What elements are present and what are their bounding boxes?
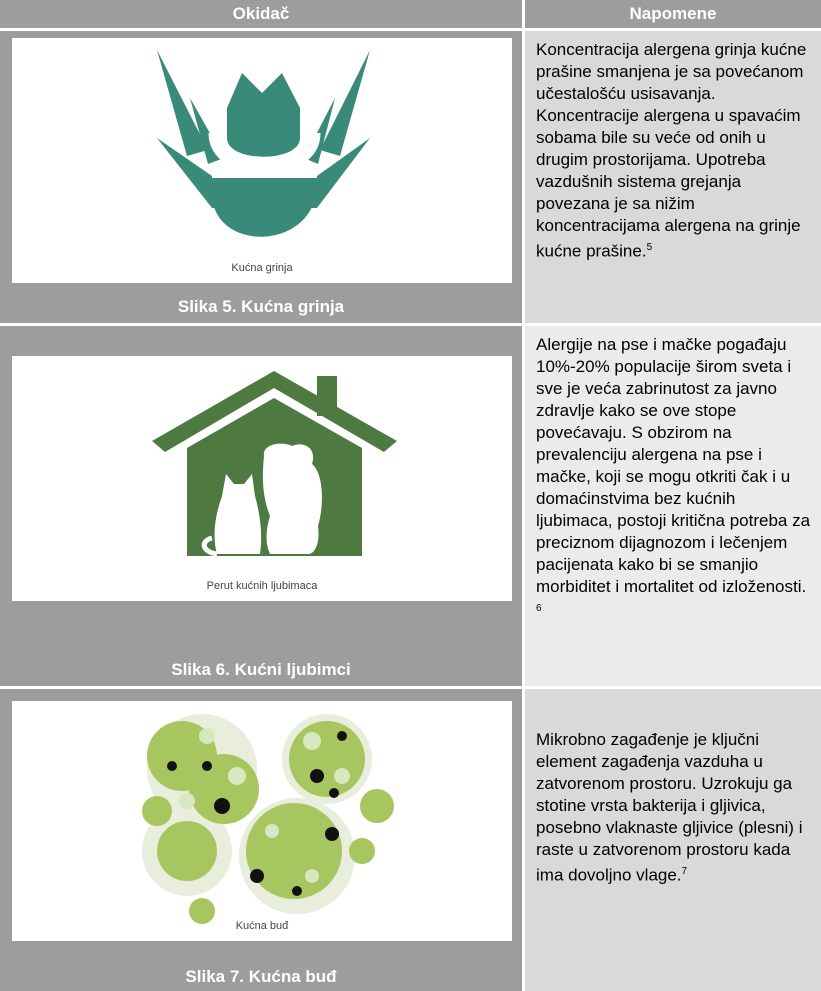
note-cell-pets — [525, 326, 821, 689]
figure-caption-5: Slika 5. Kućna grinja — [177, 297, 345, 316]
ref-7: 7 — [681, 866, 688, 877]
mold-label: Kućna buđ — [235, 920, 289, 932]
note-cell-mold — [525, 689, 821, 991]
header-trigger: Okidač — [0, 0, 525, 31]
mold-image — [12, 701, 512, 941]
figure-caption-6: Slika 6. Kućni ljubimci — [171, 660, 351, 679]
dust-mite-image — [12, 38, 512, 283]
ref-6: 6 — [536, 603, 542, 614]
note-cell-dust-mite — [525, 31, 821, 326]
pet-house-icon — [12, 356, 515, 601]
trigger-cell-dust-mite — [0, 31, 525, 326]
note-text-pets: Alergije na pse i mačke pogađaju 10%-20% populacije širom sveta i sve je veća zabrinutost za javno zdravlje kako se ove stope povećavaju. S obzirom na prevalenciju alergena na pse i mačke, koji se mogu otkriti čak i u domaćinstvima bez kućnih ljubimaca, postoji kritična potreba za preciznom dijagnozom i lečenjem pacijenata kako bi se smanjio morbiditet i mortalitet od izloženosti. — [536, 335, 811, 596]
figure-caption-7: Slika 7. Kućna buđ — [185, 967, 337, 986]
mold-icon — [12, 701, 515, 941]
dust-mite-icon — [12, 38, 515, 283]
note-text-dust-mite: Koncentracija alergena grinja kućne prašine smanjena je sa povećanom učestalošću usisavanja. Koncentracije alergena u spavaćim sobama bile su veće od onih u drugim prostorijama. Upotreba vazdušnih sistema grejanja povezana je sa nižim koncentracijama alergena na grinje kućne prašine. — [536, 40, 807, 261]
trigger-cell-mold — [0, 689, 525, 991]
pets-image — [12, 356, 512, 601]
dust-mite-label: Kućna grinja — [231, 262, 293, 274]
trigger-cell-pets — [0, 326, 525, 689]
note-text-mold: Mikrobno zagađenje je ključni element zagađenja vazduha u zatvorenom prostoru. Uzrokuju ga stotine vrsta bakterija i gljivica, posebno vlaknaste gljivice (plesni) i raste u zatvorenom prostoru kada ima dovoljno vlage. — [536, 730, 803, 885]
pets-label: Perut kućnih ljubimaca — [206, 580, 318, 592]
header-notes: Napomene — [525, 0, 821, 31]
ref-5: 5 — [646, 242, 653, 253]
